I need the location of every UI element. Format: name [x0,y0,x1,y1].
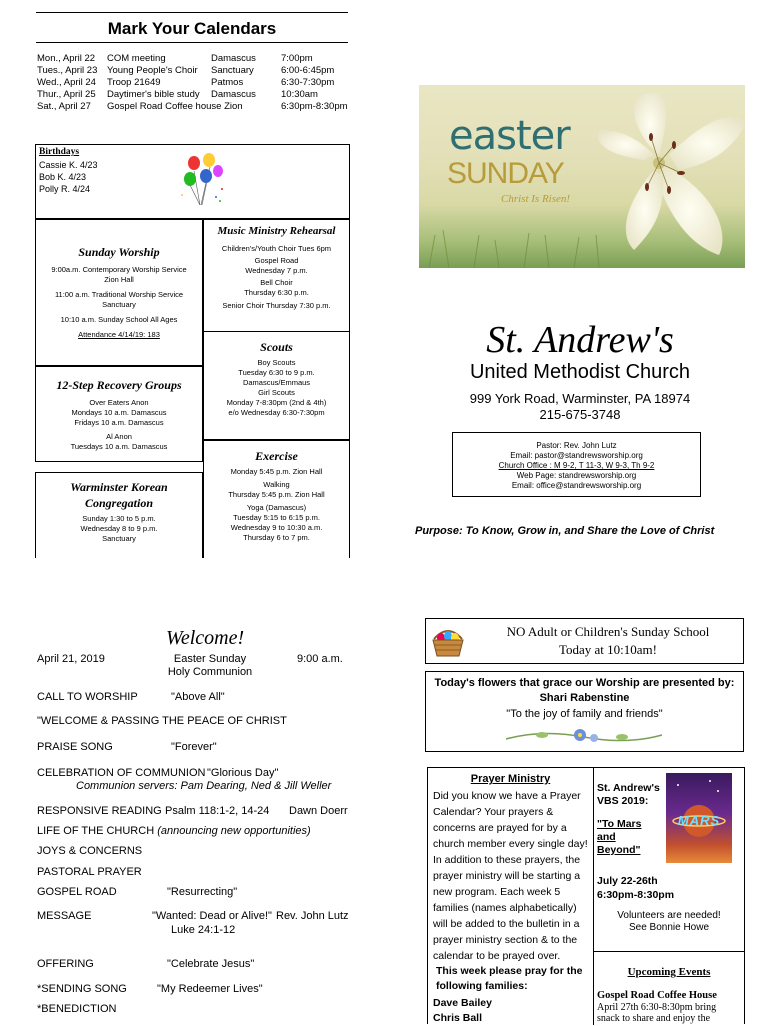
scouts-title: Scouts [260,340,293,354]
vbs-poster-text: MARS [677,813,721,828]
list-item: Chris Ball [433,1012,483,1024]
prayer-body: Did you know we have a Prayer Calendar? Your prayers & concerns are prayed for by a church member every single day! In addition to these prayers, the prayer ministry will be starting a new program. Each week 5 families (names alphabetically) will be added to the bulletin in a prayer ministry section & to the calendar to be prayed over. [433,790,588,962]
calendar-title-rule [36,42,348,43]
sunday-word: SUNDAY [447,157,564,190]
korean-box: Warminster Korean Congregation Sunday 1:30 to 5 p.m. Wednesday 8 to 9 p.m. Sanctuary [35,472,203,558]
upcoming-title: Upcoming Events [627,966,711,978]
calendar-row: Mon., April 22 COM meeting Damascus 7:00pm [37,53,313,64]
praise-song: PRAISE SONG [37,741,113,753]
list-item: Cassie K. 4/23 [39,160,98,170]
music-ministry-box: Music Ministry Rehearsal Children's/Youth Choir Tues 6pm Gospel Road Wednesday 7 p.m. Bell Choir Thursday 6:30 p.m. Senior Choir Thursday 7:30 p.m. [203,218,350,332]
calendar-row: Thur., April 25 Daytimer's bible study Damascus 10:30am [37,89,318,100]
joys-concerns: JOYS & CONCERNS [37,845,143,857]
message: MESSAGE [37,910,92,922]
family-list [433,996,492,1026]
sunday-school-notice: NO Adult or Children's Sunday School Today at 10:10am! [425,618,744,664]
scouts-box: Scouts Boy Scouts Tuesday 6:30 to 9 p.m. Damascus/Emmaus Girl Scouts Monday 7-8:30pm (2nd & 4th) e/o Wednesday 6:30-7:30pm [203,331,350,440]
offering: OFFERING [37,958,94,970]
exercise-box: Exercise Monday 5:45 p.m. Zion Hall Walking Thursday 5:45 p.m. Zion Hall Yoga (Damascus) Tuesday 5:15 to 6:15 p.m. Wednesday 9 to 10:30 a.m. Thursday 6 to 7 pm. [203,440,350,558]
church-address: 999 York Road, Warminster, PA 18974 [469,391,691,406]
contact-box [452,432,701,497]
upcoming-event: Gospel Road Coffee House [597,990,717,1001]
bottom-panel [427,767,745,1024]
easter-tagline: Christ Is Risen! [501,193,571,205]
church-subtitle: United Methodist Church [469,361,691,383]
recovery-box: 12-Step Recovery Groups Over Eaters Anon Mondays 10 a.m. Damascus Fridays 10 a.m. Damascus Al Anon Tuesdays 10 a.m. Damascus [35,366,203,462]
volunteers-needed: Volunteers are needed! [617,910,721,921]
list-item: Polly R. 4/24 [39,184,91,194]
vbs-dates: July 22-26th [597,875,658,887]
life-of-church: LIFE OF THE CHURCH (announcing new opportunities) [37,825,311,837]
calendar-top-rule [36,12,348,13]
flowers-line1: Today's flowers that grace our Worship are presented by: [434,677,735,689]
calendar-row: Sat., April 27 Gospel Road Coffee house Zion 6:30pm-8:30pm [37,101,348,112]
music-ministry-title: Music Ministry Rehearsal [217,225,336,237]
calendar-title: Mark Your Calendars [107,19,277,38]
vbs-title: St. Andrew's [597,782,660,794]
flowers-presenter: Shari Rabenstine [539,692,630,704]
scripture-ref: Luke 24:1-12 [171,924,236,936]
pastoral-prayer: PASTORAL PRAYER [37,866,142,878]
list-item: Bob K. 4/23 [39,172,87,182]
communion-servers: Communion servers: Pam Dearing, Ned & Jill Weller [76,780,332,792]
church-purpose: Purpose: To Know, Grow in, and Share the Love of Christ [415,525,715,537]
easter-word: easter [449,113,570,159]
list-item: Dave Bailey [433,997,492,1009]
responsive-reading: RESPONSIVE READING [37,805,162,817]
vbs-theme: "To Mars [597,818,642,830]
birthday-list [39,159,98,195]
church-phone: 215-675-3748 [539,407,621,422]
upcoming-events-box: Upcoming Events Gospel Road Coffee House April 27th 6:30-8:30pm bring snack to share and enjoy the [594,951,744,1025]
flowers-dedication: "To the joy of family and friends" [506,708,663,720]
birthdays-title: Birthdays [39,147,80,157]
easter-basket-icon [430,623,466,659]
benediction: *BENEDICTION [37,1003,117,1015]
recovery-title: 12-Step Recovery Groups [56,378,182,392]
office-hours: Church Office : M 9-2, T 11-3, W 9-3, Th 9-2 [498,461,655,470]
welcome-title: Welcome! [166,627,245,649]
calendar-row: Tues., April 23 Young People's Choir Sanctuary 6:00-6:45pm [37,65,335,76]
notice-line1: NO Adult or Children's Sunday School [506,624,710,639]
peace-line: "WELCOME & PASSING THE PEACE OF CHRIST [37,715,287,727]
calendar-table [37,53,357,113]
pastor-email[interactable]: Email: pastor@standrewsworship.org [510,451,643,460]
church-name: St. Andrew's [486,319,674,361]
gospel-road: GOSPEL ROAD [37,886,117,898]
flower-vine-icon [502,725,666,747]
sunday-worship-title: Sunday Worship [78,245,160,259]
sunday-worship-box: Sunday Worship 9:00a.m. Contemporary Worship Service Zion Hall 11:00 a.m. Traditional Worship Service Sanctuary 10:10 a.m. Sunday School All Ages Attendance 4/14/19: 183 [35,218,203,366]
service-date: April 21, 2019 [37,653,105,665]
web-page[interactable]: Web Page: standrewsworship.org [516,471,637,480]
prayer-request: This week please pray for the following families: [436,965,583,992]
service-time: 9:00 a.m. [297,653,343,665]
upcoming-detail: April 27th 6:30-8:30pm bring [597,1002,717,1013]
flowers-box [425,671,744,752]
calendar-row: Wed., April 24 Troop 21649 Patmos 6:30-7:30pm [37,77,335,88]
birthdays-box [35,144,350,220]
pastor-line: Pastor: Rev. John Lutz [536,441,617,450]
attendance: Attendance 4/14/19: 183 [78,330,160,339]
easter-hero-image [419,85,745,268]
vbs-poster [666,773,732,863]
korean-title: Warminster Korean [70,480,168,494]
call-to-worship: CALL TO WORSHIP [37,691,138,703]
communion: CELEBRATION OF COMMUNION [37,767,206,779]
vbs-box: St. Andrew's VBS 2019: "To Mars and Beyond" MARS July 22-26th 6:30pm-8:30pm Volunteers are needed! See Bonnie Howe [594,768,744,952]
vbs-hours: 6:30pm-8:30pm [597,889,675,901]
balloons-icon [176,149,228,209]
office-email[interactable]: Email: office@standrewsworship.org [511,481,642,490]
sending-song: *SENDING SONG [37,983,127,995]
exercise-title: Exercise [255,449,298,463]
prayer-ministry-column [428,768,594,1025]
prayer-title: Prayer Ministry [470,773,551,785]
service-occasion: Easter Sunday [173,653,247,665]
